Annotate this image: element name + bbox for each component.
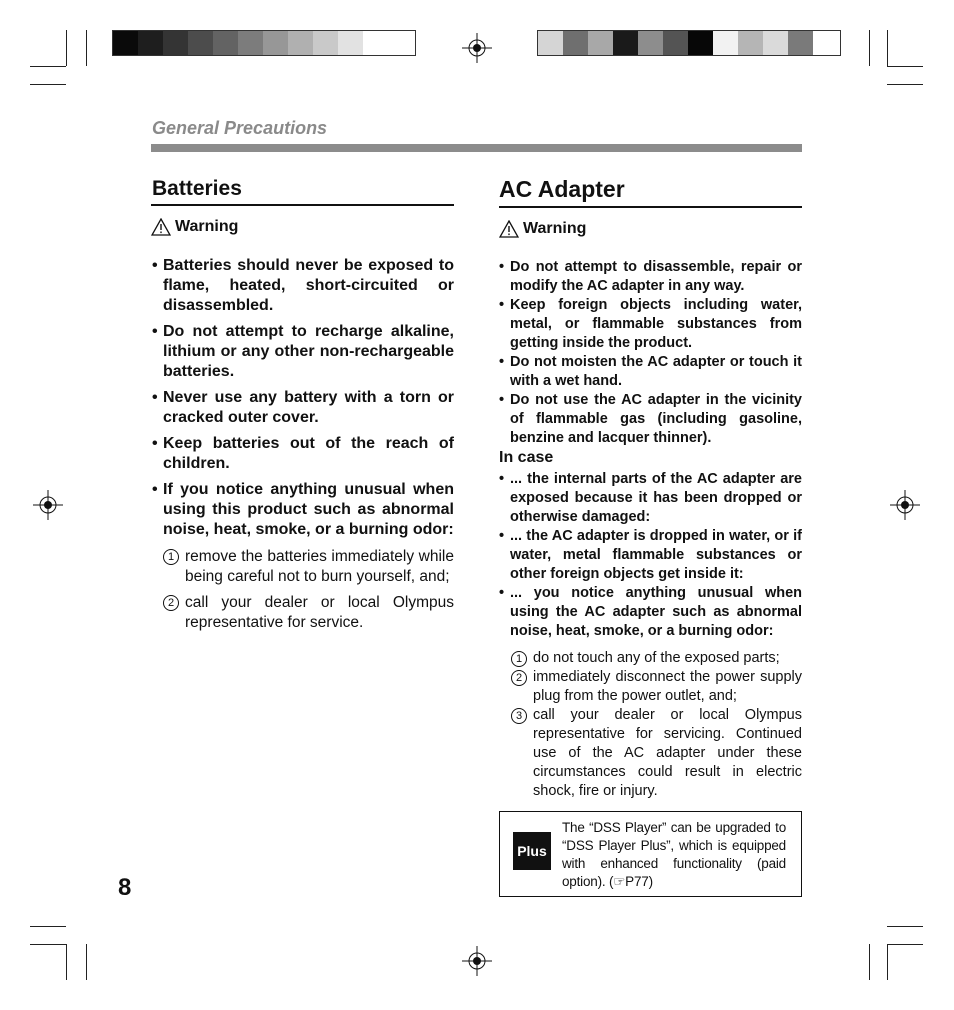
heading-rule: [499, 206, 802, 208]
color-swatch: [238, 31, 263, 55]
crop-mark: [887, 926, 923, 927]
crop-mark: [887, 30, 888, 66]
step-text: immediately disconnect the power supply plug from the power outlet, and;: [533, 669, 802, 704]
list-item: • Batteries should never be exposed to flame, heated, short-circuited or disassembled.: [152, 256, 454, 316]
color-swatch: [338, 31, 363, 55]
step-number: 1: [511, 651, 527, 667]
heading-rule: [151, 204, 454, 206]
step-number: 2: [511, 670, 527, 686]
crop-mark: [66, 30, 67, 66]
list-item: • Do not attempt to recharge alkaline, lithium or any other non-rechargeable batteries.: [152, 322, 454, 382]
color-swatch: [763, 31, 788, 55]
crop-mark: [887, 84, 923, 85]
color-swatch: [738, 31, 763, 55]
crop-mark: [30, 944, 66, 945]
crop-mark: [869, 944, 870, 980]
list-item: [163, 547, 454, 587]
color-swatch: [113, 31, 138, 55]
color-swatch: [588, 31, 613, 55]
header-bar: [151, 144, 802, 152]
crop-mark: [869, 30, 870, 66]
ac-adapter-warning-list: [499, 258, 802, 448]
list-item: • ... the AC adapter is dropped in water, or if water, metal flammable substances or other foreign objects get inside it:: [499, 527, 802, 584]
color-swatch: [213, 31, 238, 55]
batteries-steps: [163, 547, 454, 633]
crop-mark: [86, 30, 87, 66]
list-item: • ... you notice anything unusual when using the AC adapter such as abnormal noise, heat, smoke, or a burning odor:: [499, 584, 802, 641]
crop-mark: [30, 84, 66, 85]
registration-mark-icon: [33, 490, 63, 520]
ac-adapter-steps: [511, 649, 802, 801]
color-swatch: [138, 31, 163, 55]
step-number: 2: [163, 595, 179, 611]
batteries-heading: Batteries: [152, 177, 242, 200]
list-item: [511, 706, 802, 801]
color-swatch: [163, 31, 188, 55]
crop-mark: [887, 66, 923, 67]
step-text: do not touch any of the exposed parts;: [533, 650, 780, 666]
section-title: General Precautions: [152, 118, 328, 138]
color-swatch: [788, 31, 813, 55]
list-item: • If you notice anything unusual when using this product such as abnormal noise, heat, smoke, or a burning odor:: [152, 480, 454, 540]
step-number: 1: [163, 549, 179, 565]
warning-label: Warning: [523, 220, 587, 237]
step-text: remove the batteries immediately while being careful not to burn yourself, and;: [185, 548, 454, 585]
color-swatch: [563, 31, 588, 55]
color-swatch: [288, 31, 313, 55]
page-number: 8: [118, 874, 132, 901]
warning-triangle-icon: [151, 218, 171, 236]
list-item: • Do not attempt to disassemble, repair or modify the AC adapter in any way.: [499, 258, 802, 296]
color-swatch: [713, 31, 738, 55]
color-swatch: [188, 31, 213, 55]
color-swatch: [688, 31, 713, 55]
step-number: 3: [511, 708, 527, 724]
list-item: [511, 649, 802, 668]
crop-mark: [30, 66, 66, 67]
in-case-label: In case: [499, 449, 554, 466]
warning-label: Warning: [175, 218, 239, 235]
ac-adapter-heading: AC Adapter: [499, 176, 625, 202]
plus-note-text: The “DSS Player” can be upgraded to “DSS Player Plus”, which is equipped with enhanced functionality (paid option). (☞P77): [562, 820, 786, 889]
crop-mark: [66, 944, 67, 980]
batteries-warning: [151, 218, 238, 236]
registration-mark-icon: [462, 33, 492, 63]
color-calibration-bar-right: [537, 30, 841, 56]
crop-mark: [86, 944, 87, 980]
list-item: • Keep foreign objects including water, metal, or flammable substances from getting inside the product.: [499, 296, 802, 353]
list-item: • Never use any battery with a torn or cracked outer cover.: [152, 388, 454, 428]
ac-adapter-warning: [499, 220, 586, 238]
color-swatch: [638, 31, 663, 55]
step-text: call your dealer or local Olympus representative for servicing. Continued use of the AC adapter under these circumstances could result in electric shock, fire or injury.: [533, 707, 802, 799]
color-calibration-bar-left: [112, 30, 416, 56]
registration-mark-icon: [890, 490, 920, 520]
list-item: • Do not use the AC adapter in the vicinity of flammable gas (including gasoline, benzine and lacquer thinner).: [499, 391, 802, 448]
list-item: [163, 593, 454, 633]
step-text: call your dealer or local Olympus representative for service.: [185, 594, 454, 631]
list-item: • ... the internal parts of the AC adapter are exposed because it has been dropped or otherwise damaged:: [499, 470, 802, 527]
color-swatch: [538, 31, 563, 55]
list-item: • Keep batteries out of the reach of children.: [152, 434, 454, 474]
crop-mark: [30, 926, 66, 927]
warning-triangle-icon: [499, 220, 519, 238]
color-swatch: [363, 31, 388, 55]
crop-mark: [887, 944, 888, 980]
color-swatch: [263, 31, 288, 55]
color-swatch: [313, 31, 338, 55]
crop-mark: [887, 944, 923, 945]
registration-mark-icon: [462, 946, 492, 976]
in-case-list: [499, 470, 802, 641]
color-swatch: [663, 31, 688, 55]
color-swatch: [613, 31, 638, 55]
list-item: • Do not moisten the AC adapter or touch it with a wet hand.: [499, 353, 802, 391]
list-item: [511, 668, 802, 706]
batteries-warning-list: [152, 256, 454, 546]
plus-note-box: [499, 811, 802, 897]
plus-badge-icon: Plus: [513, 832, 551, 870]
